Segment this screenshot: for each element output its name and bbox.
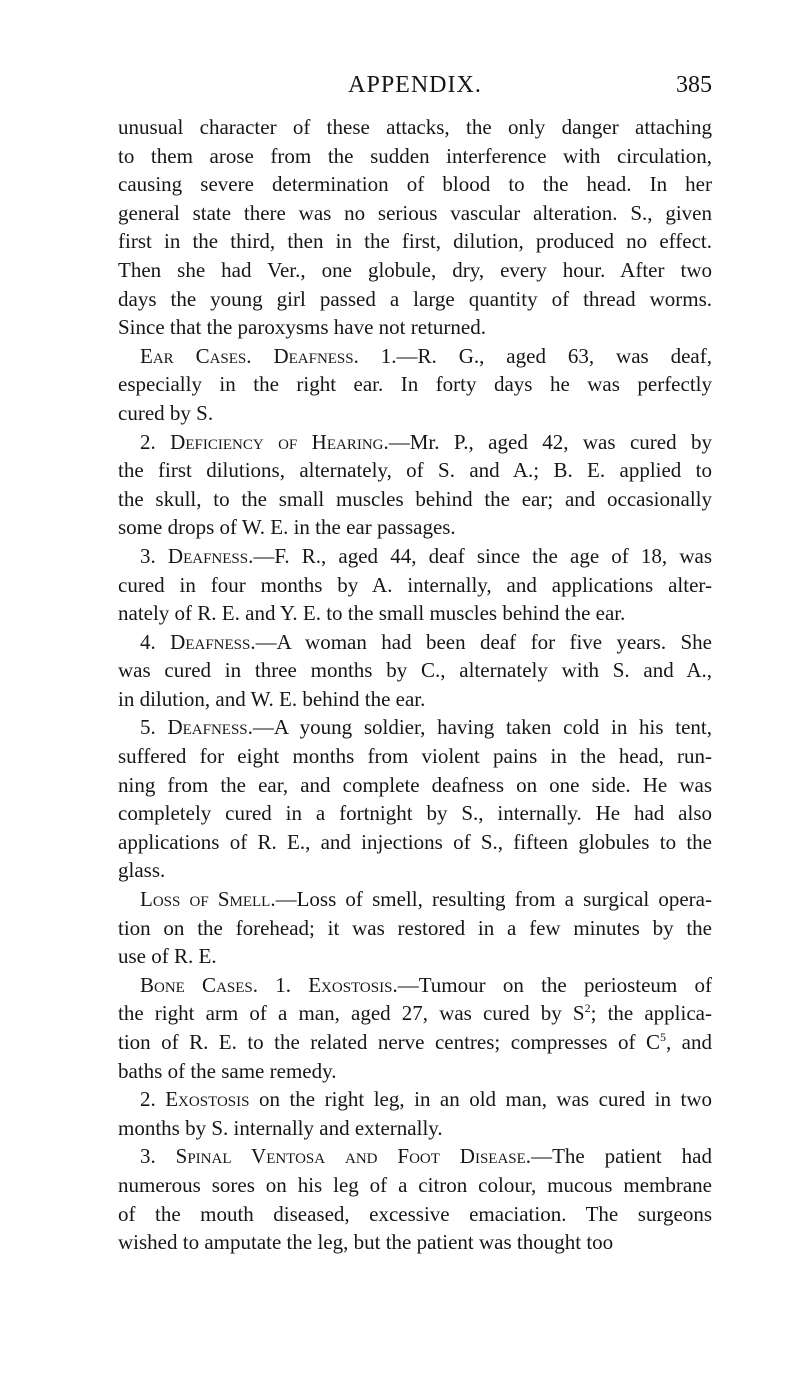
text-run: suffered for eight months from violent pains in the head, run-	[118, 744, 712, 769]
text-line	[118, 227, 712, 256]
superscript: 5	[659, 1030, 666, 1044]
text-run: months by S. internally and externally.	[118, 1115, 443, 1140]
text-line	[118, 571, 712, 600]
text-run: Then she had Ver., one globule, dry, every hour. After two	[118, 257, 712, 282]
text-run: the right arm of a man, aged 27, was cured by S	[118, 1001, 585, 1026]
text-run: 2.	[140, 1087, 166, 1112]
text-line	[118, 1028, 712, 1057]
text-line	[118, 370, 712, 399]
text-run: especially in the right ear. In forty days he was perfectly	[118, 372, 712, 397]
text-run: ning from the ear, and complete deafness on one side. He was	[118, 772, 712, 797]
small-caps-heading: Deafness.	[170, 629, 256, 654]
text-run: 3.	[140, 1144, 176, 1169]
text-run: tion of R. E. to the related nerve centres; compresses of C	[118, 1030, 660, 1054]
text-line	[118, 485, 712, 514]
text-line	[118, 856, 712, 885]
text-run: Since that the paroxysms have not returned.	[118, 315, 486, 340]
text-line	[118, 742, 712, 771]
text-run: 3.	[140, 543, 168, 568]
text-line	[118, 285, 712, 314]
text-run: —Loss of smell, resulting from a surgical opera-	[275, 887, 712, 912]
small-caps-heading: Deafness.	[167, 543, 254, 568]
small-caps-heading: Exostosis	[165, 1087, 250, 1112]
text-run: baths of the same remedy.	[118, 1058, 337, 1083]
superscript: 2	[584, 1001, 591, 1016]
text-run: numerous sores on his leg of a citron colour, mucous membrane	[118, 1172, 712, 1197]
text-run: —A young soldier, having taken cold in his tent,	[252, 715, 712, 740]
text-line	[118, 656, 712, 685]
text-run: cured by S.	[118, 400, 214, 425]
text-line	[118, 971, 712, 1000]
small-caps-heading: Deficiency of Hearing.	[170, 429, 389, 454]
text-line	[118, 599, 712, 628]
text-line	[118, 799, 712, 828]
text-line	[118, 1114, 712, 1143]
text-run: 1.	[258, 972, 309, 997]
text-run: some drops of W. E. in the ear passages.	[118, 515, 456, 540]
text-line	[118, 1228, 712, 1257]
running-header	[118, 72, 712, 108]
text-line	[118, 513, 712, 542]
text-line	[118, 113, 712, 142]
body-text	[118, 113, 712, 1257]
text-run: in dilution, and W. E. behind the ear.	[118, 686, 426, 711]
text-run: the skull, to the small muscles behind the ear; and occasionally	[118, 486, 712, 511]
text-line	[118, 256, 712, 285]
text-line	[118, 142, 712, 171]
text-line	[118, 1085, 712, 1114]
small-caps-heading: Bone Cases.	[140, 972, 258, 997]
text-line	[118, 428, 712, 457]
text-run: wished to amputate the leg, but the patient was thought too	[118, 1230, 614, 1255]
text-run: —The patient had	[531, 1144, 712, 1169]
small-caps-heading: Loss of Smell.	[140, 887, 276, 912]
text-line	[118, 885, 712, 914]
text-line	[118, 542, 712, 571]
text-line	[118, 1057, 712, 1086]
text-run: days the young girl passed a large quantity of thread worms.	[118, 286, 712, 311]
text-run: nately of R. E. and Y. E. to the small muscles behind the ear.	[118, 601, 626, 626]
small-caps-heading: Exostosis.	[308, 972, 398, 997]
text-line	[118, 456, 712, 485]
text-run: —Mr. P., aged 42, was cured by	[388, 429, 713, 454]
text-line	[118, 942, 712, 971]
text-run: completely cured in a fortnight by S., internally. He had also	[118, 801, 712, 826]
text-run: general state there was no serious vascular alteration. S., given	[118, 200, 712, 225]
text-line	[118, 828, 712, 857]
text-line	[118, 170, 712, 199]
text-run: was cured in three months by C., alternately with S. and A.,	[118, 658, 712, 683]
small-caps-heading: Spinal Ventosa and Foot Disease.	[175, 1144, 532, 1169]
text-line	[118, 914, 712, 943]
text-run: , and	[665, 1030, 712, 1054]
text-run: first in the third, then in the first, dilution, produced no effect.	[118, 229, 712, 254]
text-line	[118, 1171, 712, 1200]
text-line	[118, 999, 712, 1028]
text-run: —A woman had been deaf for five years. She	[255, 629, 713, 654]
small-caps-heading: Deafness.	[167, 715, 253, 740]
text-line	[118, 342, 712, 371]
text-run: cured in four months by A. internally, and applications alter-	[118, 572, 712, 597]
small-caps-heading: Ear Cases. Deafness.	[140, 343, 359, 368]
text-run: ; the applica-	[590, 1001, 712, 1026]
text-line	[118, 628, 712, 657]
text-run: glass.	[118, 858, 166, 883]
text-run: applications of R. E., and injections of S., fifteen globules to the	[118, 829, 712, 854]
text-line	[118, 199, 712, 228]
text-run: causing severe determination of blood to the head. In her	[118, 172, 712, 197]
page-number: 385	[676, 72, 712, 98]
text-run: 2.	[140, 429, 171, 454]
text-run: 5.	[140, 715, 168, 740]
text-run: of the mouth diseased, excessive emaciation. The surgeons	[118, 1201, 712, 1226]
text-line	[118, 313, 712, 342]
text-run: use of R. E.	[118, 944, 217, 969]
text-run: unusual character of these attacks, the only danger attaching	[118, 115, 712, 139]
text-line	[118, 771, 712, 800]
text-run: tion on the forehead; it was restored in a few minutes by the	[118, 915, 712, 940]
text-line	[118, 713, 712, 742]
text-line	[118, 685, 712, 714]
text-run: 4.	[140, 629, 171, 654]
text-run: to them arose from the sudden interference with circulation,	[118, 143, 712, 168]
text-line	[118, 1142, 712, 1171]
text-run: on the right leg, in an old man, was cured in two	[249, 1087, 712, 1112]
text-line	[118, 399, 712, 428]
text-run: —Tumour on the periosteum of	[397, 972, 712, 997]
text-run: —F. R., aged 44, deaf since the age of 18, was	[253, 543, 712, 568]
text-run: 1.—R. G., aged 63, was deaf,	[358, 343, 712, 368]
text-run: the first dilutions, alternately, of S. and A.; B. E. applied to	[118, 458, 712, 483]
text-line	[118, 1200, 712, 1229]
running-title: APPENDIX.	[348, 72, 482, 98]
